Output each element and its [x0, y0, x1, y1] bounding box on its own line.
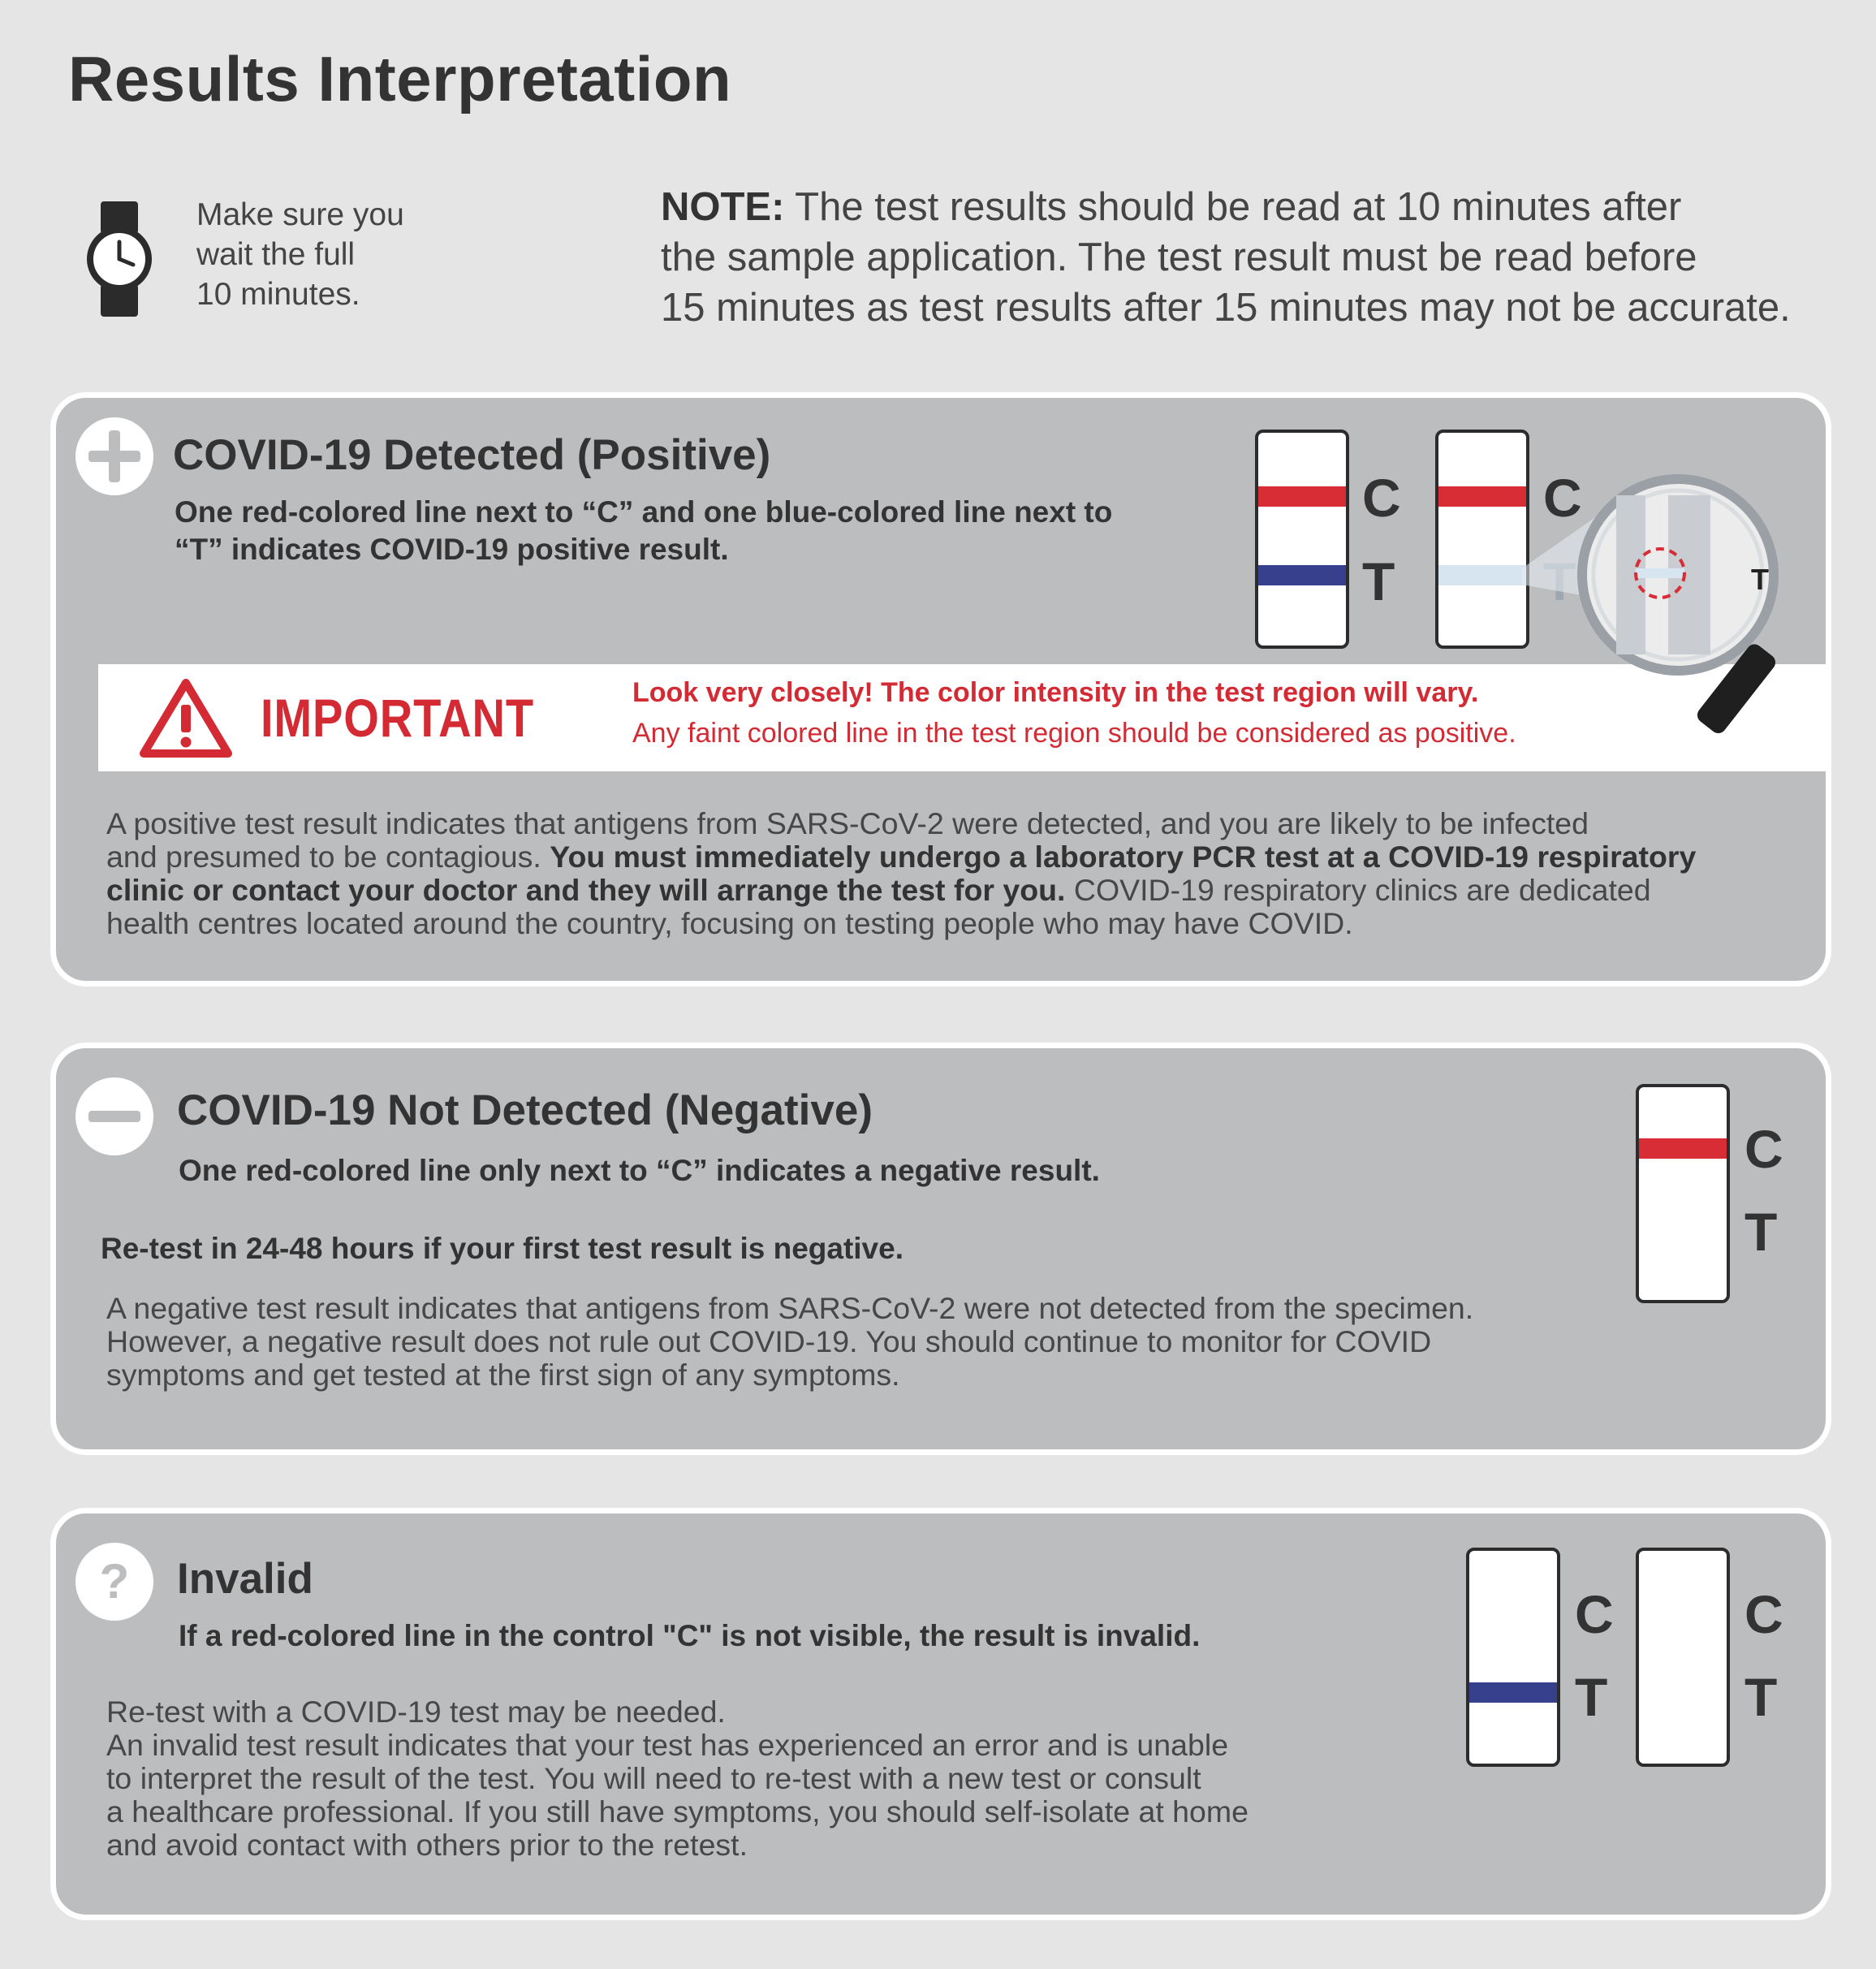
negative-title: COVID-19 Not Detected (Negative) [177, 1086, 873, 1134]
note-line [661, 182, 1830, 232]
strip-label-t: T [1744, 1202, 1778, 1262]
positive-description-line [106, 840, 1696, 874]
invalid-description-line: to interpret the result of the test. You will need to re-test with a new test or consult [106, 1761, 1201, 1795]
test-line [1469, 1682, 1557, 1703]
negative-description [106, 1292, 1473, 1392]
positive-description-line [106, 874, 1696, 907]
invalid-description-line: Re-test with a COVID-19 test may be needed. [106, 1695, 726, 1729]
important-message: Any faint colored line in the test region should be considered as positive. [632, 718, 1516, 749]
warning-icon [139, 677, 233, 758]
invalid-description [106, 1695, 1249, 1862]
question-icon [75, 1543, 153, 1621]
negative-description-line: A negative test result indicates that antigens from SARS-CoV-2 were not detected from the specimen. [106, 1291, 1474, 1325]
strip-label-c: C [1362, 468, 1401, 528]
test-strip-faint-positive [1435, 430, 1529, 649]
invalid-description-line: a healthcare professional. If you still have symptoms, you should self-isolate at home [106, 1794, 1249, 1829]
positive-text: COVID-19 respiratory clinics are dedicated [1065, 873, 1651, 907]
test-strip-invalid-no-control [1466, 1548, 1560, 1767]
strip-label-c: C [1575, 1584, 1614, 1644]
wait-note [196, 195, 440, 314]
plus-icon [75, 417, 153, 495]
note-line: 15 minutes as test results after 15 minutes may not be accurate. [661, 286, 1791, 330]
svg-text:?: ? [99, 1554, 130, 1608]
note-text: The test results should be read at 10 minutes after [784, 185, 1682, 229]
strip-label-t: T [1744, 1667, 1778, 1727]
invalid-subtitle: If a red-colored line in the control "C" is not visible, the result is invalid. [179, 1619, 1201, 1652]
magnifying-glass-icon [1522, 471, 1826, 739]
negative-description-line: However, a negative result does not rule out COVID-19. You should continue to monitor for COVID [106, 1324, 1432, 1358]
wristwatch-icon [84, 201, 154, 317]
positive-description [106, 807, 1696, 940]
positive-title: COVID-19 Detected (Positive) [173, 431, 771, 479]
wait-note-line: wait the full [196, 237, 356, 272]
invalid-description-line: and avoid contact with others prior to the retest. [106, 1828, 748, 1862]
minus-icon [75, 1077, 153, 1155]
wait-note-line: 10 minutes. [196, 277, 360, 312]
positive-subtitle-line: “T” indicates COVID-19 positive result. [175, 533, 729, 566]
positive-text: and presumed to be contagious. [106, 840, 550, 874]
invalid-title: Invalid [177, 1555, 313, 1603]
test-strip-invalid-blank [1636, 1548, 1730, 1767]
strip-label-t: T [1575, 1667, 1608, 1727]
positive-emphasis: clinic or contact your doctor and they will arrange the test for you. [106, 873, 1066, 907]
strip-label-c: C [1543, 468, 1582, 528]
negative-result-card [50, 1043, 1831, 1455]
strip-label-t: T [1362, 551, 1395, 611]
important-label: IMPORTANT [261, 688, 534, 748]
strip-label-c: C [1744, 1584, 1783, 1644]
note-line: the sample application. The test result must be read before [661, 235, 1697, 279]
invalid-description-line: An invalid test result indicates that your test has experienced an error and is unable [106, 1728, 1229, 1762]
positive-subtitle [175, 494, 1112, 568]
important-message-bold: Look very closely! The color intensity in the test region will vary. [632, 677, 1479, 708]
faint-test-line [1438, 565, 1526, 585]
negative-retest-note: Re-test in 24-48 hours if your first test result is negative. [101, 1232, 903, 1265]
positive-description-line: A positive test result indicates that antigens from SARS-CoV-2 were detected, and you are likely to be infected [106, 806, 1589, 840]
note-label: NOTE: [661, 185, 785, 229]
negative-description-line: symptoms and get tested at the first sign of any symptoms. [106, 1358, 900, 1392]
control-line [1438, 486, 1526, 507]
positive-subtitle-line: One red-colored line next to “C” and one blue-colored line next to [175, 495, 1113, 529]
positive-description-line: health centres located around the country, focusing on testing people who may have COVID. [106, 906, 1353, 940]
test-strip-positive [1255, 430, 1349, 649]
page-title: Results Interpretation [68, 43, 732, 114]
test-strip-negative [1636, 1084, 1730, 1303]
negative-subtitle: One red-colored line only next to “C” indicates a negative result. [179, 1154, 1100, 1187]
strip-label-c: C [1744, 1119, 1783, 1179]
test-line [1258, 565, 1346, 585]
control-line [1639, 1138, 1727, 1159]
magnifier-label-t: T [1751, 563, 1769, 596]
invalid-result-card [50, 1508, 1831, 1920]
wait-note-line: Make sure you [196, 197, 404, 232]
reading-time-note [661, 182, 1830, 333]
control-line [1258, 486, 1346, 507]
positive-emphasis: You must immediately undergo a laboratory PCR test at a COVID-19 respiratory [550, 840, 1697, 874]
